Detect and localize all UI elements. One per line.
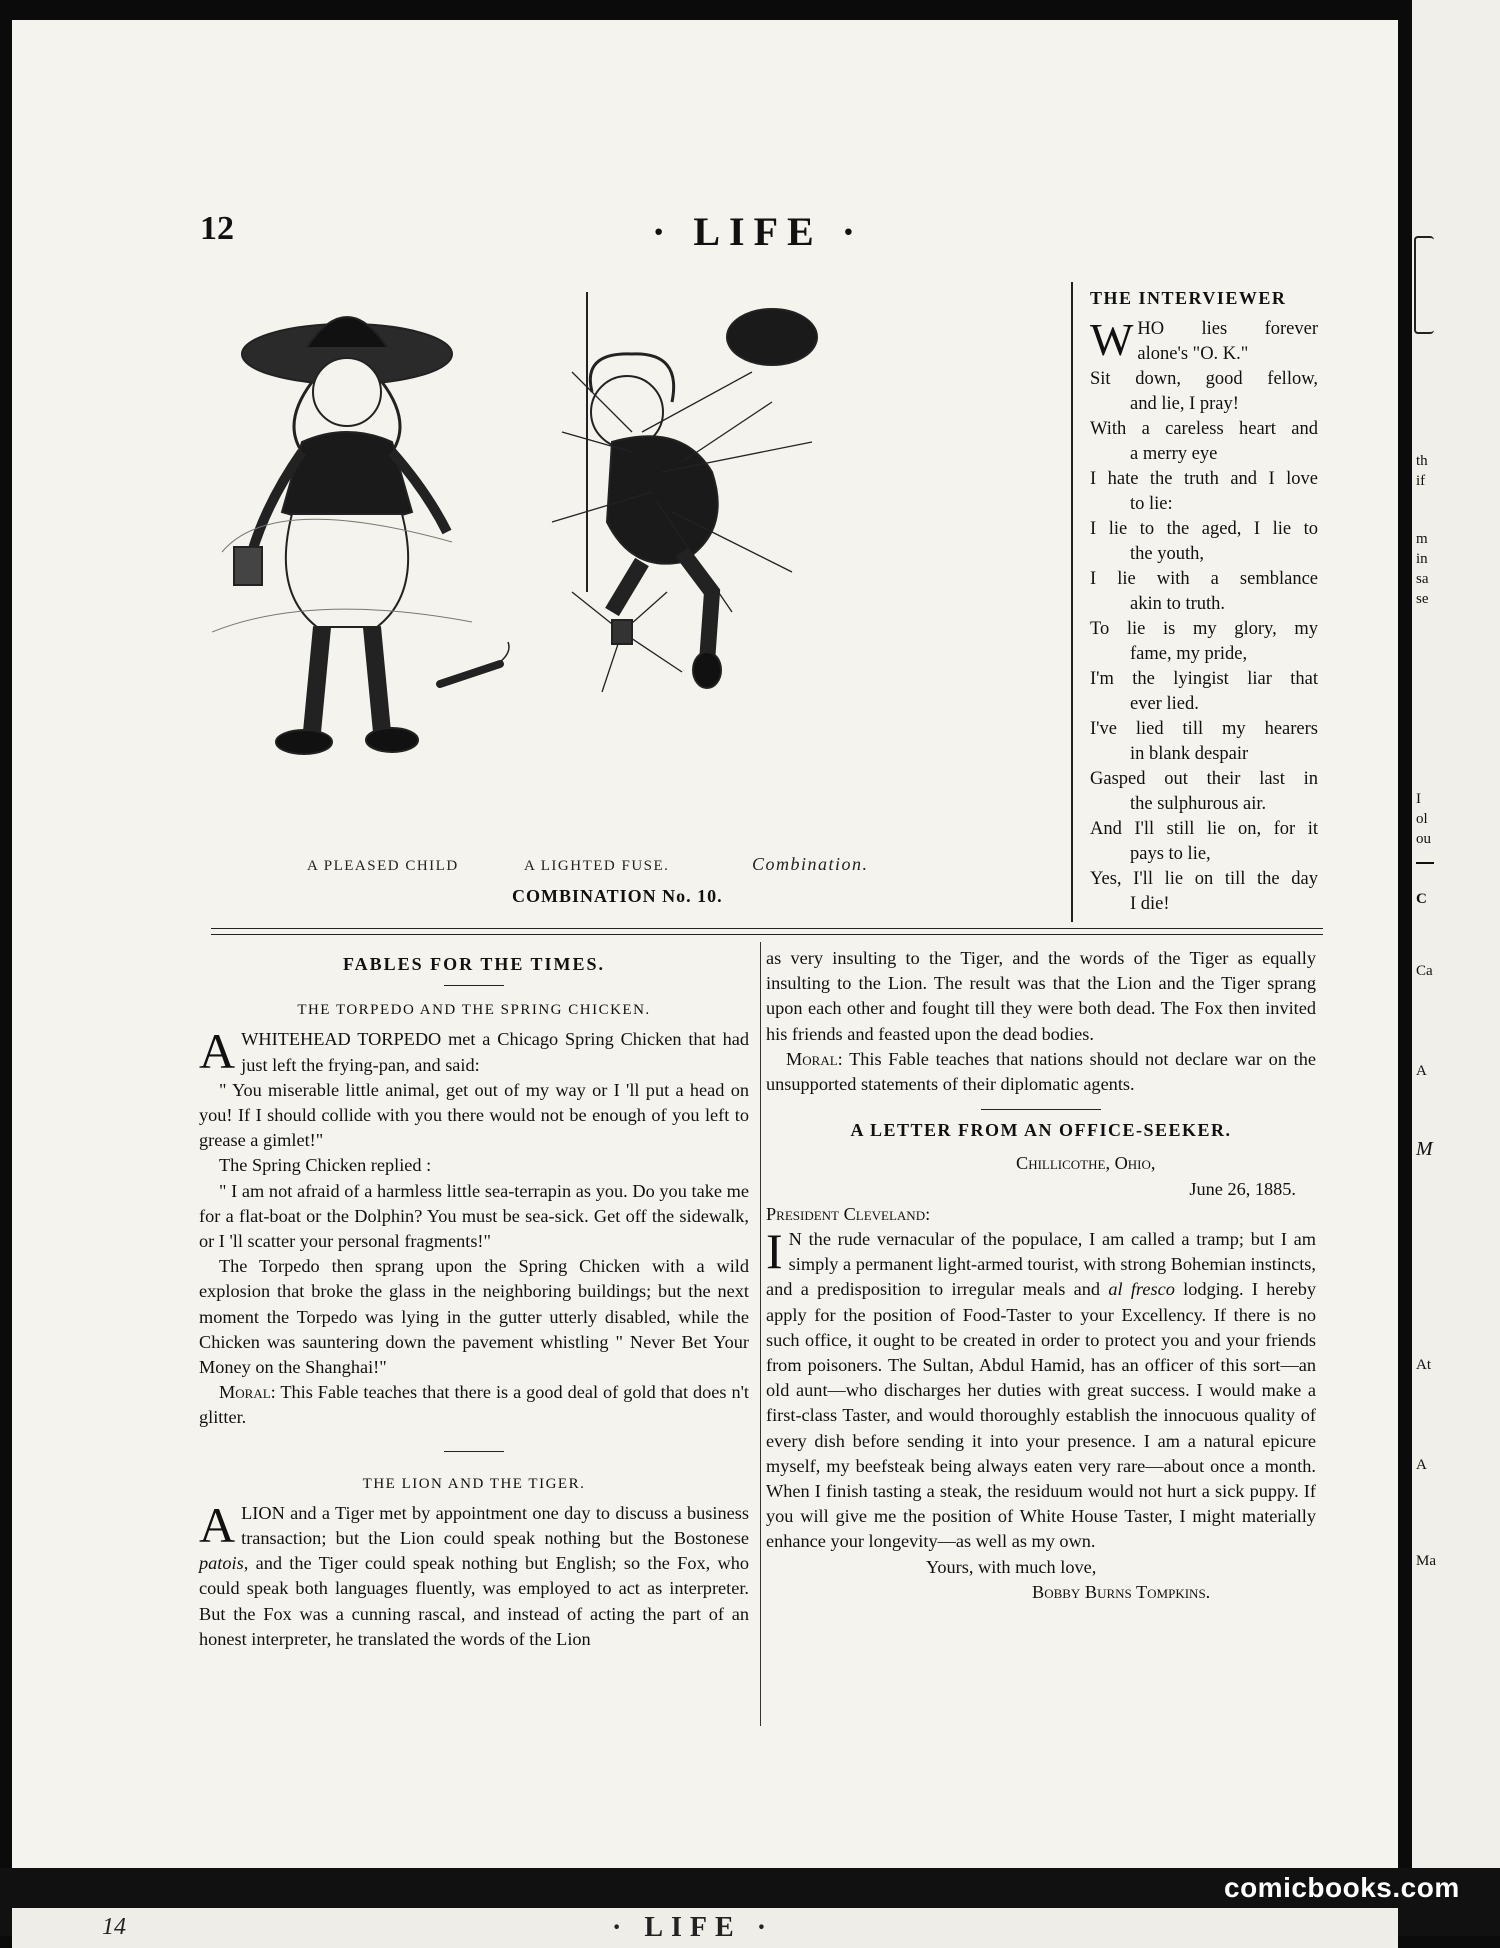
letter-heading: A LETTER FROM AN OFFICE-SEEKER. bbox=[850, 1120, 1232, 1141]
label-lighted-fuse: A LIGHTED FUSE. bbox=[524, 858, 670, 874]
edge-fragment: M bbox=[1416, 1138, 1433, 1160]
poem-interviewer bbox=[1090, 286, 1318, 917]
column-right bbox=[766, 946, 1316, 1605]
next-page-masthead: · LIFE · bbox=[612, 1912, 775, 1943]
poem-line: I'm the lyingist liar that bbox=[1090, 669, 1318, 689]
short-rule bbox=[444, 985, 504, 986]
poem-line: ever lied. bbox=[1130, 694, 1199, 714]
edge-fragment: in bbox=[1416, 551, 1428, 567]
label-pleased-child: A PLEASED CHILD bbox=[307, 858, 459, 874]
poem-line: WHO lies forever bbox=[1090, 314, 1318, 365]
edge-fragment: Ca bbox=[1416, 963, 1433, 979]
poem-line: to lie: bbox=[1130, 494, 1173, 514]
flying-hat bbox=[727, 309, 817, 365]
poem-line: To lie is my glory, my bbox=[1090, 619, 1318, 639]
poem-title: THE INTERVIEWER bbox=[1090, 288, 1287, 308]
poem-line: pays to lie, bbox=[1130, 844, 1211, 864]
edge-fragment: sa bbox=[1416, 571, 1429, 587]
masthead-title: · LIFE · bbox=[652, 209, 865, 254]
edge-fragment: m bbox=[1416, 531, 1428, 547]
bracket-mark bbox=[1414, 236, 1434, 334]
edge-fragment: A bbox=[1416, 1063, 1427, 1079]
poem-line: Gasped out their last in bbox=[1090, 769, 1318, 789]
edge-fragment: se bbox=[1416, 591, 1429, 607]
drop-cap: I bbox=[766, 1223, 783, 1280]
short-rule bbox=[981, 1109, 1101, 1110]
edge-fragment: Ma bbox=[1416, 1553, 1436, 1569]
edge-fragment: if bbox=[1416, 473, 1426, 489]
cartoon-caption: COMBINATION No. 10. bbox=[512, 886, 723, 906]
poem-line: fame, my pride, bbox=[1130, 644, 1248, 664]
short-rule bbox=[444, 1451, 504, 1452]
fable-moral: Moral: This Fable teaches that nations should not declare war on the unsupported statements of their diplomatic agents. bbox=[766, 1048, 1316, 1095]
poem-line: I've lied till my hearers bbox=[1090, 719, 1318, 739]
poem-line: I lie to the aged, I lie to bbox=[1090, 519, 1318, 539]
poem-drop-letter: W bbox=[1090, 314, 1134, 365]
poem-line: alone's "O. K." bbox=[1137, 344, 1249, 364]
fables-heading: FABLES FOR THE TIMES. bbox=[342, 954, 606, 974]
letter-date: June 26, 1885. bbox=[1189, 1178, 1296, 1199]
next-page-strip bbox=[12, 1908, 1398, 1948]
poem-line: akin to truth. bbox=[1130, 594, 1226, 614]
fable-paragraph: AWHITEHEAD TORPEDO met a Chicago Spring Chicken that had just left the frying-pan, and said: bbox=[199, 1023, 749, 1080]
section-rule bbox=[211, 928, 1323, 929]
edge-fragment: ou bbox=[1416, 831, 1431, 847]
lighted-fuse bbox=[440, 664, 500, 684]
child-hat-crown bbox=[307, 317, 387, 347]
drop-cap: A bbox=[199, 1023, 236, 1080]
page-number: 12 bbox=[200, 210, 234, 247]
poem-line: a merry eye bbox=[1130, 444, 1218, 464]
fable-paragraph: " You miserable little animal, get out of my way or I 'll put a head on you! If I should collide with you there would not be enough of you left to grease a gimlet!" bbox=[199, 1079, 749, 1151]
column-rule bbox=[760, 942, 761, 1726]
fable-paragraph: ALION and a Tiger met by appointment one day to discuss a business transaction; but the Lion could speak nothing but the Bostonese patois, and the Tiger could speak nothing but English; so the Fox, who could speak both languages fluently, was employed to act as interpreter. But the Fox was a cunning rascal, and instead of acting the part of an honest interpreter, he translated the words of the Lion bbox=[199, 1496, 749, 1649]
poem-line: With a careless heart and bbox=[1090, 419, 1318, 439]
next-page-number: 14 bbox=[102, 1914, 126, 1940]
adjacent-page-edge bbox=[1412, 0, 1500, 1868]
column-left bbox=[199, 946, 749, 1652]
label-combination: Combination. bbox=[752, 854, 869, 874]
fable-paragraph: The Torpedo then sprang upon the Spring Chicken with a wild explosion that broke the glass in the neighboring buildings; but the next moment the Torpedo was lying in the gutter utterly disabled, while the Chicken was sauntering down the pavement whistling " Never Bet Your Money on the Shanghai!" bbox=[199, 1256, 749, 1378]
poem-line: the youth, bbox=[1130, 544, 1204, 564]
poem-line: And I'll still lie on, for it bbox=[1090, 819, 1318, 839]
poem-divider bbox=[1071, 282, 1073, 922]
letter-signature: Bobby Burns Tompkins. bbox=[1032, 1581, 1211, 1602]
exploding-fuse-box bbox=[612, 620, 632, 644]
letter-body: I N the rude vernacular of the populace, I am called a tramp; but I am simply a permanent light-armed tourist, with strong Bohemian instincts, and a predisposition to irregular meals and al fresco lodging. I hereby apply for the position of Food-Taster to your Excellency. If there is no such office, it ought to be created in order to protect you and your friends from poisoners. The Sultan, Abdul Hamid, has an officer of this sort—an old aunt—who discharges her duties with great success. I would make a first-class Taster, and would thoroughly establish the innocuous quality of every dish before sending it into your presence. I am a natural epicure myself, my beefsteak being always eaten very rare—about once a month. When I finish tasting a steak, the residuum would not hurt a sick puppy. If you will give me the position of White House Taster, I might materially enhance your longevity—as well as my own. bbox=[766, 1223, 1316, 1552]
edge-rule bbox=[1416, 862, 1434, 864]
letter-salutation: President Cleveland: bbox=[766, 1203, 931, 1224]
edge-fragment: At bbox=[1416, 1357, 1431, 1373]
poem-line: in blank despair bbox=[1130, 744, 1249, 764]
edge-fragment: A bbox=[1416, 1457, 1427, 1473]
poem-line: Yes, I'll lie on till the day bbox=[1090, 869, 1318, 889]
poem-line: and lie, I pray! bbox=[1130, 394, 1239, 414]
edge-fragment: ol bbox=[1416, 811, 1428, 827]
fable-title: THE LION AND THE TIGER. bbox=[362, 1475, 586, 1492]
letter-place: Chillicothe, Ohio, bbox=[1016, 1153, 1156, 1174]
edge-fragment: I bbox=[1416, 791, 1421, 807]
fuse-box bbox=[234, 547, 262, 585]
child-jacket bbox=[282, 432, 412, 522]
poem-line: I lie with a semblance bbox=[1090, 569, 1318, 589]
exploding-legs bbox=[612, 552, 712, 662]
poem-line: the sulphurous air. bbox=[1130, 794, 1267, 814]
watermark: comicbooks.com bbox=[1224, 1872, 1460, 1903]
drop-cap: A bbox=[199, 1496, 236, 1553]
child-face bbox=[313, 358, 381, 426]
child-breeches bbox=[286, 514, 408, 627]
magazine-page bbox=[12, 20, 1398, 1868]
edge-fragment: C bbox=[1416, 891, 1427, 907]
poem-line: I die! bbox=[1130, 894, 1170, 914]
fable-moral: Moral: This Fable teaches that there is a good deal of gold that does n't glitter. bbox=[199, 1382, 749, 1428]
cartoon-illustration bbox=[212, 292, 1052, 882]
fable-title: THE TORPEDO AND THE SPRING CHICKEN. bbox=[297, 1002, 651, 1019]
fable-paragraph: " I am not afraid of a harmless little sea-terrapin as you. Do you take me for a flat-boat or the Dolphin? You must be sea-sick. Get off the sidewalk, or I 'll scatter your personal fragments!" bbox=[199, 1180, 749, 1252]
edge-fragment: th bbox=[1416, 453, 1428, 469]
section-rule bbox=[211, 934, 1323, 935]
child-legs bbox=[312, 627, 382, 732]
fable-paragraph: as very insulting to the Tiger, and the words of the Tiger as equally insulting to the Lion. The result was that the Lion and the Tiger sprang upon each other and fought till they were both dead. The Fox then invited his friends and feasted upon the dead bodies. bbox=[766, 948, 1316, 1044]
fable-paragraph: The Spring Chicken replied : bbox=[219, 1155, 432, 1176]
poem-line: Sit down, good fellow, bbox=[1090, 369, 1318, 389]
letter-closing: Yours, with much love, bbox=[926, 1556, 1097, 1577]
poem-line: I hate the truth and I love bbox=[1090, 469, 1318, 489]
